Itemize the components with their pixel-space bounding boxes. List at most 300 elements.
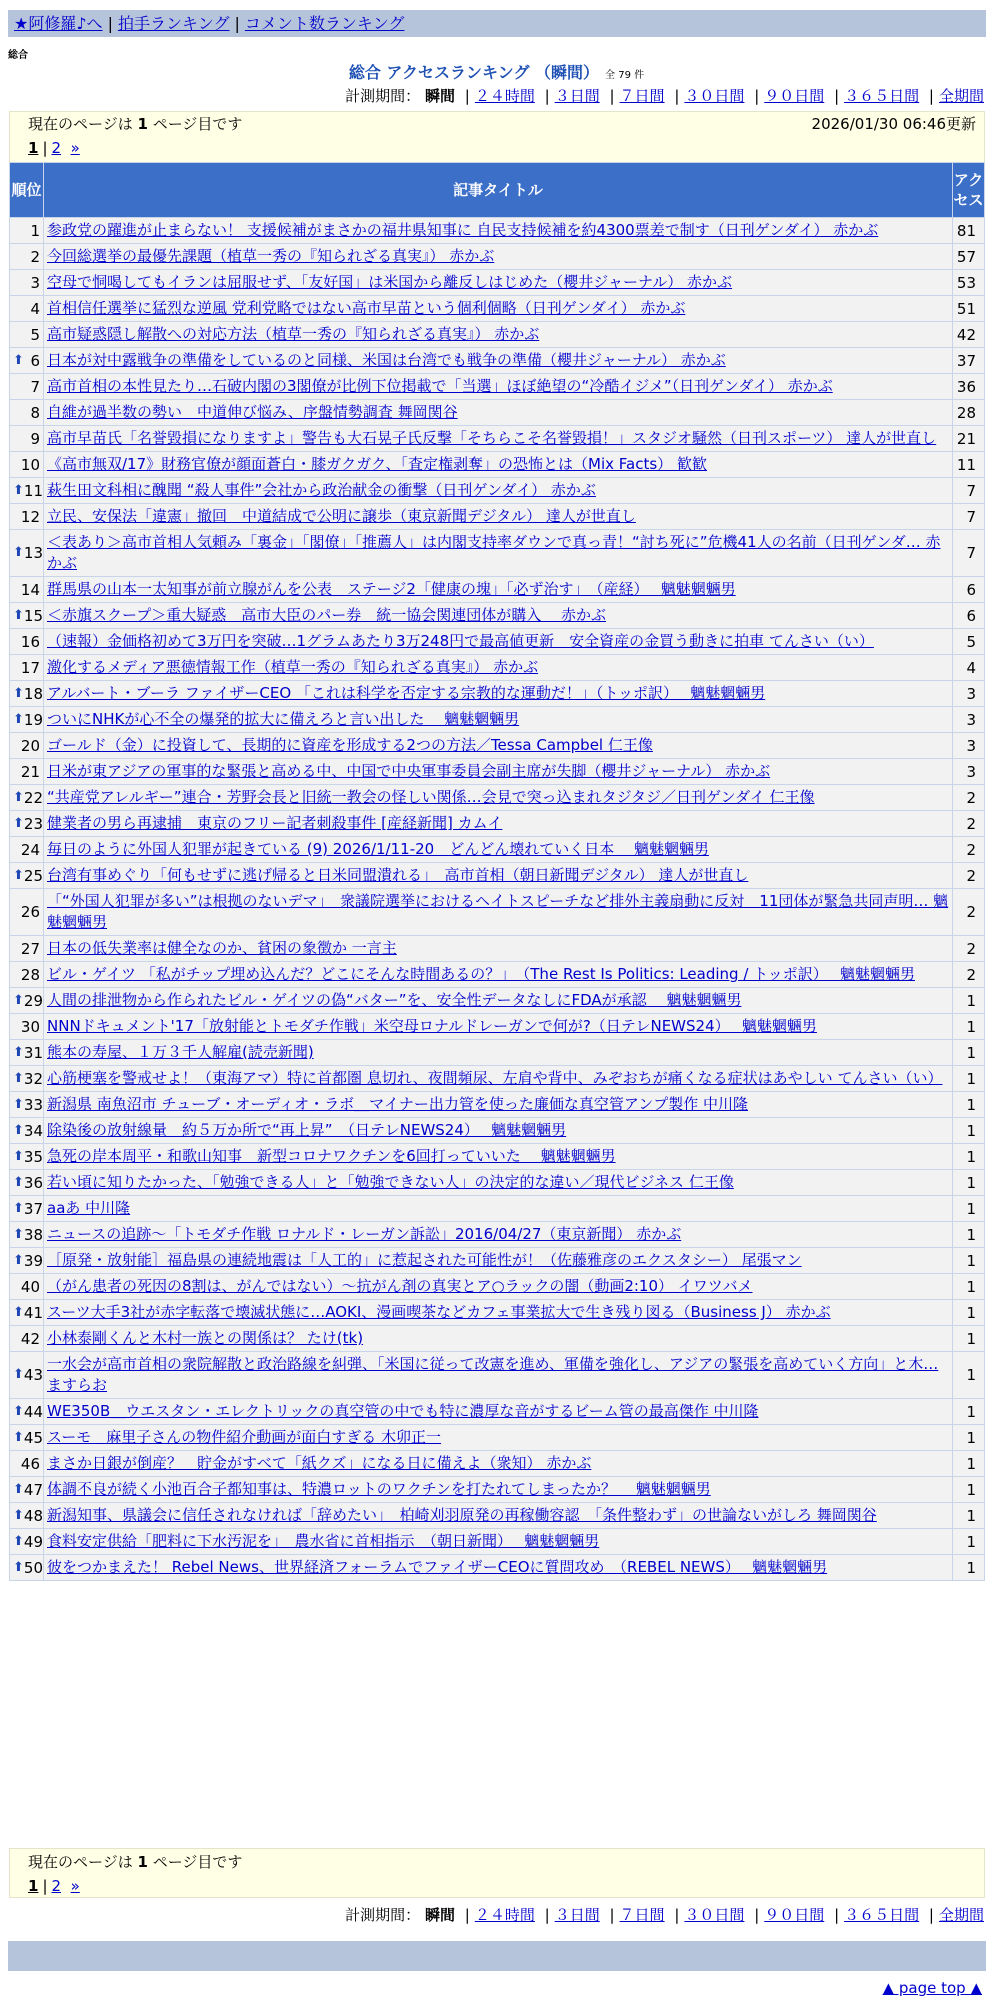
rank-cell	[10, 1014, 44, 1040]
rank-cell	[10, 1040, 44, 1066]
nav-link-clap-ranking[interactable]: 拍手ランキング	[117, 14, 230, 33]
period-current: 瞬間	[424, 1906, 455, 1924]
access-count: 1	[953, 1170, 985, 1196]
rank-cell	[10, 577, 44, 603]
article-link[interactable]: NNNドキュメント'17「放射能とトモダチ作戦」米空母ロナルドレーガンで何が?（日テレNEWS24） 魑魅魍魎男	[47, 1017, 817, 1035]
up-arrow-icon: ⬆	[13, 1226, 24, 1242]
title-cell	[44, 1118, 953, 1144]
article-link[interactable]: 急死の岸本周平・和歌山知事 新型コロナワクチンを6回打っていいた 魑魅魍魎男	[47, 1147, 616, 1165]
rank-number: 7	[30, 377, 40, 396]
up-arrow-icon: ⬆	[13, 1070, 24, 1086]
title-cell	[44, 837, 953, 863]
rank-cell	[10, 296, 44, 322]
title-cell	[44, 1170, 953, 1196]
rank-number: 8	[30, 403, 40, 422]
rank-number: 9	[30, 429, 40, 448]
period-label: 計測期間：	[345, 1906, 421, 1924]
rank-cell	[10, 270, 44, 296]
title-cell	[44, 296, 953, 322]
table-row	[10, 348, 985, 374]
rank-number: 40	[20, 1277, 40, 1296]
access-count: 37	[953, 348, 985, 374]
rank-number: 46	[20, 1454, 40, 1473]
rank-cell	[10, 1503, 44, 1529]
title-cell	[44, 1196, 953, 1222]
access-count: 2	[953, 785, 985, 811]
rank-cell	[10, 1144, 44, 1170]
period-all[interactable]: 全期間	[938, 1906, 984, 1924]
period-selector: 計測期間： 瞬間 | ２４時間 | ３日間 | ７日間 | ３０日間 | ９０日間 | ３６５日間 | 全期間	[345, 87, 984, 105]
table-row	[10, 270, 985, 296]
up-arrow-icon: ⬆	[13, 352, 24, 368]
article-link[interactable]: 体調不良が続く小池百合子都知事は、特濃ロットのワクチンを打たれてしまったか？ 魑魅魍魎男	[47, 1480, 711, 1498]
nav-separator: |	[107, 14, 113, 33]
up-arrow-icon: ⬆	[13, 1096, 24, 1112]
period-7d[interactable]: ７日間	[619, 1906, 665, 1924]
up-arrow-icon: ⬆	[13, 607, 24, 623]
access-count: 57	[953, 244, 985, 270]
article-link[interactable]: 心筋梗塞を警戒せよ！（東海アマ）特に首都圏 息切れ、夜間頻尿、左肩や背中、みぞおちが痛くなる症状はあやしい てんさい（い）	[47, 1069, 943, 1087]
rank-number: 31	[23, 1043, 43, 1062]
table-row	[10, 603, 985, 629]
up-arrow-icon: ⬆	[13, 1174, 24, 1190]
title-cell	[44, 1352, 953, 1399]
rank-number: 42	[20, 1329, 40, 1348]
page-info-box-bottom	[9, 1848, 985, 1898]
title-cell	[44, 1555, 953, 1581]
access-count: 3	[953, 681, 985, 707]
article-link[interactable]: 自維が過半数の勢い 中道伸び悩み、序盤情勢調査 舞岡関谷	[47, 403, 458, 421]
article-link[interactable]: 今回総選挙の最優先課題（植草一秀の『知られざる真実』） 赤かぶ	[47, 247, 495, 265]
article-link[interactable]: 台湾有事めぐり「何もせずに逃げ帰ると日米同盟潰れる」 高市首相（朝日新聞デジタル） 達人が世直し	[47, 866, 749, 884]
title-cell	[44, 629, 953, 655]
period-24h[interactable]: ２４時間	[474, 1906, 535, 1924]
rank-cell	[10, 1300, 44, 1326]
rank-cell	[10, 1529, 44, 1555]
rank-cell	[10, 1274, 44, 1300]
rank-number: 38	[23, 1225, 43, 1244]
article-link[interactable]: 日本の低失業率は健全なのか、貧困の象徴か 一言主	[47, 939, 397, 957]
table-row	[10, 322, 985, 348]
table-row	[10, 1529, 985, 1555]
access-count: 1	[953, 1555, 985, 1581]
header-title: 記事タイトル	[44, 163, 953, 218]
rank-number: 44	[23, 1402, 43, 1421]
rank-number: 29	[23, 991, 43, 1010]
table-row	[10, 1092, 985, 1118]
title-cell	[44, 1014, 953, 1040]
title-cell	[44, 244, 953, 270]
article-link[interactable]: 高市早苗氏「名誉毀損になりますよ」警告も大石晃子氏反撃「そちらこそ名誉毀損！」スタジオ騒然（日刊スポーツ） 達人が世直し	[47, 429, 937, 447]
rank-cell	[10, 426, 44, 452]
table-row	[10, 1040, 985, 1066]
rank-cell	[10, 530, 44, 577]
rank-cell	[10, 1425, 44, 1451]
article-link[interactable]: アルバート・ブーラ ファイザーCEO 「これは科学を否定する宗教的な運動だ！」（トッポ訳） 魑魅魍魎男	[47, 684, 766, 702]
rank-number: 32	[23, 1069, 43, 1088]
access-count: 2	[953, 811, 985, 837]
pager-page-2[interactable]: 2	[51, 1877, 62, 1895]
table-row	[10, 296, 985, 322]
period-90d[interactable]: ９０日間	[764, 87, 825, 105]
period-90d[interactable]: ９０日間	[764, 1906, 825, 1924]
access-count: 53	[953, 270, 985, 296]
article-link[interactable]: 日米が東アジアの軍事的な緊張と高める中、中国で中央軍事委員会副主席が失脚（櫻井ジャーナル） 赤かぶ	[47, 762, 771, 780]
pager-current: 1	[28, 139, 39, 157]
table-row	[10, 1300, 985, 1326]
table-row	[10, 1477, 985, 1503]
title-cell	[44, 962, 953, 988]
access-count: 42	[953, 322, 985, 348]
access-count: 2	[953, 837, 985, 863]
pager: 1 | 2 »	[28, 139, 80, 157]
title-cell	[44, 270, 953, 296]
access-count: 1	[953, 1066, 985, 1092]
rank-number: 6	[30, 351, 40, 370]
table-row	[10, 863, 985, 889]
up-arrow-icon: ⬆	[13, 1200, 24, 1216]
article-link[interactable]: “共産党アレルギー”連合・芳野会長と旧統一教会の怪しい関係…会見で突っ込まれタジタジ／日刊ゲンダイ 仁王像	[47, 788, 815, 806]
table-row	[10, 218, 985, 244]
access-count: 36	[953, 374, 985, 400]
up-arrow-icon: ⬆	[13, 685, 24, 701]
rank-number: 20	[20, 736, 40, 755]
up-arrow-icon: ⬆	[13, 1507, 24, 1523]
total-count: 全 79 件	[605, 70, 645, 81]
up-arrow-icon: ⬆	[13, 867, 24, 883]
table-row	[10, 400, 985, 426]
article-link[interactable]: 除染後の放射線量 約５万か所で“再上昇” （日テレNEWS24） 魑魅魍魎男	[47, 1121, 567, 1139]
up-arrow-icon: ⬆	[13, 1252, 24, 1268]
rank-number: 10	[20, 455, 40, 474]
article-link[interactable]: 彼をつかまえた！ Rebel News、世界経済フォーラムでファイザーCEOに質問攻め （REBEL NEWS） 魑魅魍魎男	[47, 1558, 828, 1576]
rank-cell	[10, 1477, 44, 1503]
table-row	[10, 1555, 985, 1581]
access-count: 2	[953, 962, 985, 988]
article-link[interactable]: 参政党の躍進が止まらない！ 支援候補がまさかの福井県知事に 自民支持候補を約4300票差で制す（日刊ゲンダイ） 赤かぶ	[47, 221, 879, 239]
rank-cell	[10, 785, 44, 811]
rank-cell	[10, 400, 44, 426]
access-count: 1	[953, 1014, 985, 1040]
table-row	[10, 1274, 985, 1300]
title-cell	[44, 530, 953, 577]
ranking-table	[9, 162, 985, 1581]
table-row	[10, 478, 985, 504]
rank-number: 11	[23, 481, 43, 500]
rank-cell	[10, 733, 44, 759]
rank-cell	[10, 889, 44, 936]
access-count: 1	[953, 1274, 985, 1300]
title-cell	[44, 655, 953, 681]
article-link[interactable]: 熊本の寿屋、１万３千人解雇(読売新聞)	[47, 1043, 314, 1061]
rank-cell	[10, 1092, 44, 1118]
title-cell	[44, 889, 953, 936]
rank-cell	[10, 1170, 44, 1196]
article-link[interactable]: 人間の排泄物から作られたビル・ゲイツの偽“バター”を、安全性データなしにFDAが承認 魑魅魍魎男	[47, 991, 742, 1009]
breadcrumb: 総合	[8, 50, 28, 61]
table-row	[10, 452, 985, 478]
table-row	[10, 1118, 985, 1144]
rank-cell	[10, 1196, 44, 1222]
access-count: 1	[953, 988, 985, 1014]
rank-number: 37	[23, 1199, 43, 1218]
access-count: 1	[953, 1352, 985, 1399]
table-row	[10, 629, 985, 655]
article-link[interactable]: ゴールド（金）に投資して、長期的に資産を形成する2つの方法／Tessa Campbel 仁王像	[47, 736, 653, 754]
article-link[interactable]: WE350B＿ウエスタン・エレクトリックの真空管の中でも特に濃厚な音がするビーム管の最高傑作 中川隆	[47, 1402, 759, 1420]
title-cell	[44, 1477, 953, 1503]
table-row	[10, 1326, 985, 1352]
rank-cell	[10, 1222, 44, 1248]
rank-number: 26	[20, 903, 40, 921]
access-count: 1	[953, 1399, 985, 1425]
header-access: アクセス	[953, 163, 985, 218]
page-title	[0, 62, 993, 87]
rank-number: 33	[23, 1095, 43, 1114]
article-link[interactable]: 空母で恫喝してもイランは屈服せず、「友好国」は米国から離反しはじめた（櫻井ジャーナル） 赤かぶ	[47, 273, 733, 291]
up-arrow-icon: ⬆	[13, 1481, 24, 1497]
table-row	[10, 1425, 985, 1451]
rank-cell	[10, 759, 44, 785]
title-cell	[44, 759, 953, 785]
access-count: 1	[953, 1300, 985, 1326]
pager-next[interactable]: »	[70, 139, 80, 157]
page-info-text-bottom: 現在のページは 1 ページ目です	[28, 1853, 243, 1871]
article-link[interactable]: 新潟知事、県議会に信任されなければ「辞めたい」 柏崎刈羽原発の再稼働容認 「条件整わず」の世論ないがしろ 舞岡関谷	[47, 1506, 877, 1524]
rank-number: 35	[23, 1147, 43, 1166]
period-365d[interactable]: ３６５日間	[844, 1906, 920, 1924]
article-link[interactable]: 「“外国人犯罪が多い”は根拠のないデマ」 衆議院選挙におけるヘイトスピーチなど排外主義扇動に反対 11団体が緊急共同声明… 魑魅魍魎男	[47, 892, 949, 931]
title-cell	[44, 1144, 953, 1170]
up-arrow-icon: ⬆	[13, 545, 24, 560]
nav-link-asyura[interactable]: ★阿修羅♪へ	[14, 14, 103, 33]
article-link[interactable]: （がん患者の死因の8割は、がんではない）～抗がん剤の真実とア○ラックの闇（動画2:10） イワツバメ	[47, 1277, 753, 1295]
rank-cell	[10, 504, 44, 530]
article-link[interactable]: ［原発・放射能］福島県の連続地震は「人工的」に惹起された可能性が！（佐藤雅彦のエクスタシー） 尾張マン	[47, 1251, 802, 1269]
pager-current: 1	[28, 1877, 39, 1895]
table-row	[10, 1248, 985, 1274]
access-count: 1	[953, 1092, 985, 1118]
up-arrow-icon: ⬆	[13, 1044, 24, 1060]
rank-cell	[10, 348, 44, 374]
access-count: 6	[953, 603, 985, 629]
period-30d[interactable]: ３０日間	[684, 1906, 745, 1924]
access-count: 3	[953, 707, 985, 733]
rank-number: 39	[23, 1251, 43, 1270]
article-link[interactable]: 立民、安保法「違憲」撤回 中道結成で公明に譲歩（東京新聞デジタル） 達人が世直し	[47, 507, 636, 525]
rank-cell	[10, 1326, 44, 1352]
access-count: 1	[953, 1326, 985, 1352]
rank-number: 49	[23, 1532, 43, 1551]
table-row	[10, 1066, 985, 1092]
updated-time: 2026/01/30 06:46更新	[811, 115, 976, 133]
table-row	[10, 1451, 985, 1477]
table-row	[10, 504, 985, 530]
article-link[interactable]: 萩生田文科相に醜聞 “殺人事件”会社から政治献金の衝撃（日刊ゲンダイ） 赤かぶ	[47, 481, 596, 499]
table-row	[10, 530, 985, 577]
title-cell	[44, 936, 953, 962]
article-link[interactable]: 群馬県の山本一太知事が前立腺がんを公表 ステージ2「健康の塊」「必ず治す」 （産経） 魑魅魍魎男	[47, 580, 736, 598]
pager-next[interactable]: »	[70, 1877, 80, 1895]
article-link[interactable]: 首相信任選挙に猛烈な逆風 党利党略ではない高市早苗という個利個略（日刊ゲンダイ） 赤かぶ	[47, 299, 686, 317]
table-row	[10, 1352, 985, 1399]
title-cell	[44, 348, 953, 374]
table-row	[10, 374, 985, 400]
article-link[interactable]: （速報）金価格初めて3万円を突破…1グラムあたり3万248円で最高値更新 安全資産の金買う動きに拍車 てんさい（い）	[47, 632, 874, 650]
table-row	[10, 707, 985, 733]
rank-cell	[10, 863, 44, 889]
access-count: 7	[953, 504, 985, 530]
article-link[interactable]: ＜表あり＞高市首相人気頼み「裏金」「閣僚」「推薦人」は内閣支持率ダウンで真っ青！“討ち死に”危機41人の名前（日刊ゲンダ… 赤かぶ	[47, 533, 941, 572]
rank-cell	[10, 1555, 44, 1581]
rank-number: 3	[30, 273, 40, 292]
rank-cell	[10, 218, 44, 244]
period-selector-bottom: 計測期間： 瞬間 | ２４時間 | ３日間 | ７日間 | ３０日間 | ９０日間 | ３６５日間 | 全期間	[345, 1906, 984, 1924]
table-row	[10, 962, 985, 988]
table-row	[10, 1014, 985, 1040]
rank-number: 17	[20, 658, 40, 677]
pager-page-2[interactable]: 2	[51, 139, 62, 157]
table-row	[10, 811, 985, 837]
access-count: 1	[953, 1451, 985, 1477]
access-count: 1	[953, 1196, 985, 1222]
nav-link-comment-ranking[interactable]: コメント数ランキング	[244, 14, 405, 33]
article-link[interactable]: 小林泰剛くんと木村一族との関係は？ たけ(tk)	[47, 1329, 364, 1347]
article-link[interactable]: 毎日のように外国人犯罪が起きている (9) 2026/1/11-20 どんどん壊れていく日本 魑魅魍魎男	[47, 840, 709, 858]
up-arrow-icon: ⬆	[13, 1403, 24, 1419]
article-link[interactable]: 高市疑惑隠し解散への対応方法（植草一秀の『知られざる真実』） 赤かぶ	[47, 325, 540, 343]
page-top-link[interactable]: ▲ page top ▲	[882, 1979, 982, 1997]
access-count: 7	[953, 478, 985, 504]
article-link[interactable]: 高市首相の本性見たり…石破内閣の3閣僚が比例下位掲載で「当選」ほぼ絶望の“冷酷イジメ”（日刊ゲンダイ） 赤かぶ	[47, 377, 833, 395]
rank-cell	[10, 1118, 44, 1144]
title-cell	[44, 1092, 953, 1118]
article-link[interactable]: 若い頃に知りたかった、「勉強できる人」と「勉強できない人」の決定的な違い／現代ビジネス 仁王像	[47, 1173, 734, 1191]
up-arrow-icon: ⬆	[13, 482, 24, 498]
title-cell	[44, 707, 953, 733]
rank-cell	[10, 1066, 44, 1092]
table-row	[10, 1196, 985, 1222]
rank-cell	[10, 629, 44, 655]
title-cell	[44, 400, 953, 426]
table-row	[10, 837, 985, 863]
article-link[interactable]: 日本が対中露戦争の準備をしているのと同様、米国は台湾でも戦争の準備（櫻井ジャーナル） 赤かぶ	[47, 351, 726, 369]
article-link[interactable]: ＜赤旗スクープ＞重大疑惑 高市大臣のパー券 統一協会関連団体が購入 赤かぶ	[47, 606, 607, 624]
title-cell	[44, 785, 953, 811]
access-count: 1	[953, 1503, 985, 1529]
access-count: 11	[953, 452, 985, 478]
period-all[interactable]: 全期間	[938, 87, 984, 105]
rank-number: 5	[30, 325, 40, 344]
table-row	[10, 936, 985, 962]
rank-number: 25	[23, 866, 43, 885]
table-row	[10, 1144, 985, 1170]
up-arrow-icon: ⬆	[13, 1559, 24, 1575]
table-row	[10, 1503, 985, 1529]
up-arrow-icon: ⬆	[13, 1122, 24, 1138]
article-link[interactable]: aaあ 中川隆	[47, 1199, 131, 1217]
period-3d[interactable]: ３日間	[554, 87, 600, 105]
access-count: 2	[953, 889, 985, 936]
up-arrow-icon: ⬆	[13, 992, 24, 1008]
rank-cell	[10, 478, 44, 504]
up-arrow-icon: ⬆	[13, 1429, 24, 1445]
rank-number: 22	[23, 788, 43, 807]
title-cell	[44, 603, 953, 629]
rank-number: 21	[20, 762, 40, 781]
article-link[interactable]: ニュースの追跡～「トモダチ作戦 ロナルド・レーガン訴訟」2016/04/27（東京新聞） 赤かぶ	[47, 1225, 682, 1243]
title-cell	[44, 811, 953, 837]
title-cell	[44, 1326, 953, 1352]
title-cell	[44, 1248, 953, 1274]
access-count: 2	[953, 936, 985, 962]
up-arrow-icon: ⬆	[13, 711, 24, 727]
title-cell	[44, 504, 953, 530]
article-link[interactable]: 《高市無双/17》財務官僚が顔面蒼白・膝ガクガク、「査定権剥奪」の恐怖とは（Mix Facts） 歓歓	[47, 455, 707, 473]
article-link[interactable]: 食料安定供給「肥料に下水汚泥を」 農水省に首相指示 （朝日新聞） 魑魅魍魎男	[47, 1532, 600, 1550]
table-row	[10, 244, 985, 270]
article-link[interactable]: 一水会が高市首相の衆院解散と政治路線を糾弾、「米国に従って改憲を進め、軍備を強化し、アジアの緊張を高めていく方向」と木… ますらお	[47, 1355, 939, 1394]
period-3d[interactable]: ３日間	[554, 1906, 600, 1924]
rank-cell	[10, 1399, 44, 1425]
title-cell	[44, 1503, 953, 1529]
period-365d[interactable]: ３６５日間	[844, 87, 920, 105]
table-row	[10, 759, 985, 785]
up-arrow-icon: ⬆	[13, 1533, 24, 1549]
rank-cell	[10, 837, 44, 863]
rank-cell	[10, 811, 44, 837]
article-link[interactable]: 激化するメディア悪徳情報工作（植草一秀の『知られざる真実』） 赤かぶ	[47, 658, 539, 676]
title-cell	[44, 863, 953, 889]
access-count: 5	[953, 629, 985, 655]
article-link[interactable]: スーモ 麻里子さんの物件紹介動画が面白すぎる 木卯正一	[47, 1428, 442, 1446]
rank-number: 13	[23, 544, 43, 562]
period-7d[interactable]: ７日間	[619, 87, 665, 105]
access-count: 28	[953, 400, 985, 426]
rank-number: 24	[20, 840, 40, 859]
period-30d[interactable]: ３０日間	[684, 87, 745, 105]
rank-cell	[10, 936, 44, 962]
title-cell	[44, 322, 953, 348]
rank-number: 12	[20, 507, 40, 526]
footer-bar	[8, 1941, 986, 1971]
rank-cell	[10, 988, 44, 1014]
title-cell	[44, 1451, 953, 1477]
rank-number: 4	[30, 299, 40, 318]
rank-number: 30	[20, 1017, 40, 1036]
title-cell	[44, 374, 953, 400]
period-24h[interactable]: ２４時間	[474, 87, 535, 105]
article-link[interactable]: 新潟県 南魚沼市 チューブ・オーディオ・ラボ＿マイナー出力管を使った廉価な真空管アンプ製作 中川隆	[47, 1095, 749, 1113]
up-arrow-icon: ⬆	[13, 1148, 24, 1164]
pager-bottom: 1 | 2 »	[28, 1877, 80, 1895]
rank-number: 28	[20, 965, 40, 984]
title-cell	[44, 452, 953, 478]
title-cell	[44, 1399, 953, 1425]
article-link[interactable]: 健業者の男ら再逮捕 東京のフリー記者刺殺事件 [産経新聞] カムイ	[47, 814, 503, 832]
rank-number: 50	[23, 1558, 43, 1577]
article-link[interactable]: ビル・ゲイツ 「私がチップ埋め込んだ？どこにそんな時間あるの？」 （The Rest Is Politics: Leading / トッポ訳） 魑魅魍魎男	[47, 965, 915, 983]
article-link[interactable]: スーツ大手3社が赤字転落で壊滅状態に…AOKI、漫画喫茶などカフェ事業拡大で生き残り図る（Business J） 赤かぶ	[47, 1303, 831, 1321]
table-row	[10, 733, 985, 759]
access-count: 3	[953, 759, 985, 785]
rank-cell	[10, 374, 44, 400]
table-row	[10, 889, 985, 936]
article-link[interactable]: ついにNHKが心不全の爆発的拡大に備えろと言い出した 魑魅魍魎男	[47, 710, 520, 728]
rank-number: 2	[30, 247, 40, 266]
article-link[interactable]: まさか日銀が倒産？ 貯金がすべて「紙クズ」になる日に備えよ（衆知） 赤かぶ	[47, 1454, 592, 1472]
rank-cell	[10, 655, 44, 681]
